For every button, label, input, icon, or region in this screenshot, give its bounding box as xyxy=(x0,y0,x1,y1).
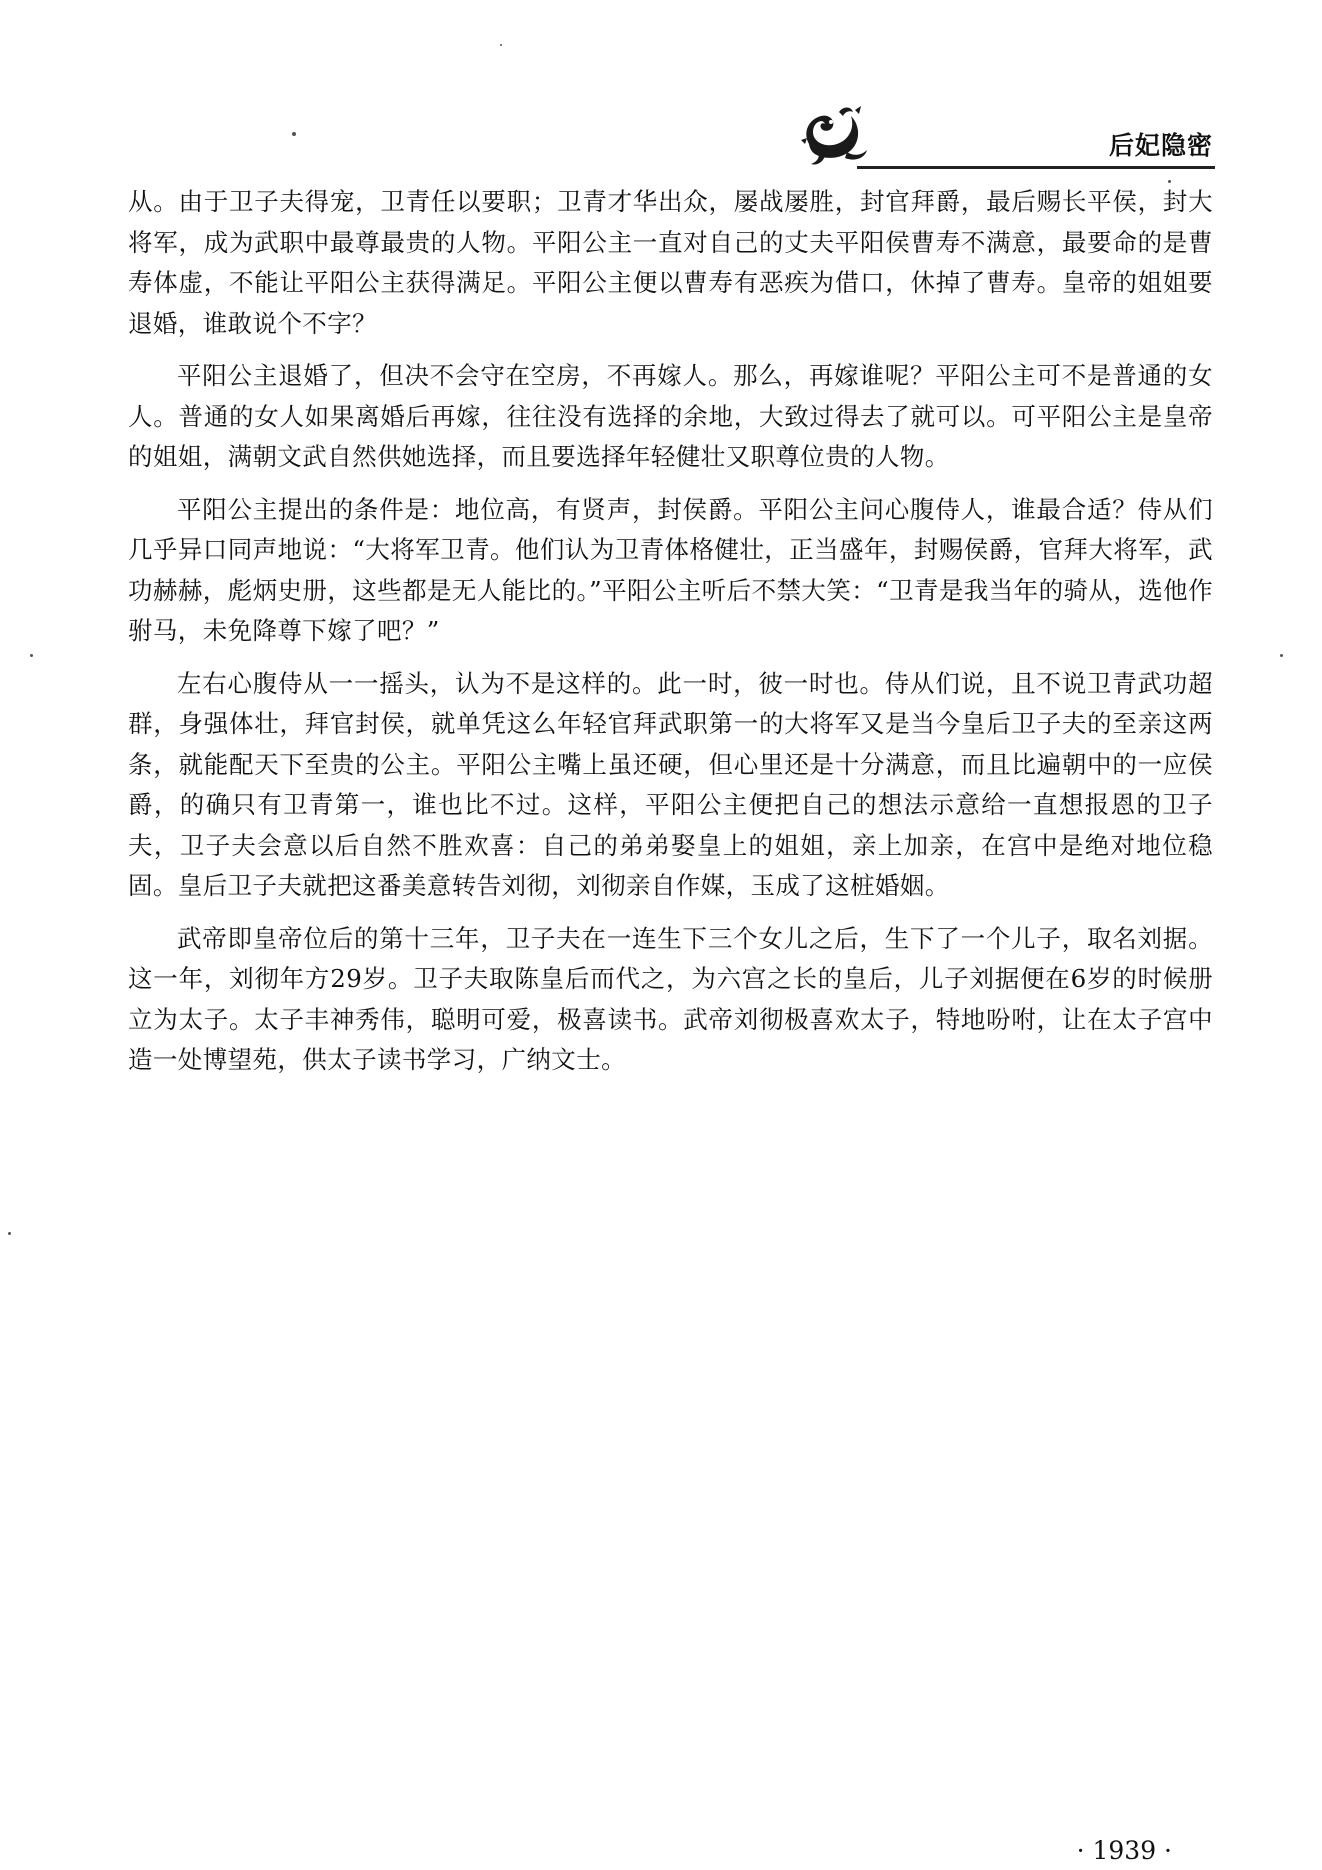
scan-speck xyxy=(30,654,33,657)
paragraph: 武帝即皇帝位后的第十三年，卫子夫在一连生下三个女儿之后，生下了一个儿子，取名刘据。这一年，刘彻年方29岁。卫子夫取陈皇后而代之，为六宫之长的皇后，儿子刘据便在6岁的时候册立为太子。太子丰神秀伟，聪明可爱，极喜读书。武帝刘彻极喜欢太子，特地吩咐，让在太子宫中造一处博望苑，供太子读书学习，广纳文士。 xyxy=(128,923,1213,1074)
paragraph: 左右心腹侍从一一摇头，认为不是这样的。此一时，彼一时也。侍从们说，且不说卫青武功超群，身强体壮，拜官封侯，就单凭这么年轻官拜武职第一的大将军又是当今皇后卫子夫的至亲这两条，就能配天下至贵的公主。平阳公主嘴上虽还硬，但心里还是十分满意，而且比遍朝中的一应侯爵，的确只有卫青第一，谁也比不过。这样，平阳公主便把自己的想法示意给一直想报恩的卫子夫，卫子夫会意以后自然不胜欢喜：自己的弟弟娶皇上的姐姐，亲上加亲，在宫中是绝对地位稳固。皇后卫子夫就把这番美意转告刘彻，刘彻亲自作媒，玉成了这桩婚姻。 xyxy=(128,668,1213,900)
body-text xyxy=(128,182,1213,1093)
page-header xyxy=(795,104,1215,172)
paragraph: 平阳公主提出的条件是：地位高，有贤声，封侯爵。平阳公主问心腹侍人，谁最合适？侍从们几乎异口同声地说：“大将军卫青。他们认为卫青体格健壮，正当盛年，封赐侯爵，官拜大将军，武功赫赫，彪炳史册，这些都是无人能比的。”平阳公主听后不禁大笑：“卫青是我当年的骑从，选他作驸马，未免降尊下嫁了吧？” xyxy=(128,494,1213,645)
running-title: 后妃隐密 xyxy=(1108,131,1213,160)
scan-speck xyxy=(292,132,296,136)
scan-speck xyxy=(1168,180,1171,183)
header-rule xyxy=(857,166,1215,169)
dragon-icon xyxy=(795,104,873,170)
page-number: · 1939 · xyxy=(1076,1836,1172,1865)
paragraph: 平阳公主退婚了，但决不会守在空房，不再嫁人。那么，再嫁谁呢？平阳公主可不是普通的女人。普通的女人如果离婚后再嫁，往往没有选择的余地，大致过得去了就可以。可平阳公主是皇帝的姐姐，满朝文武自然供她选择，而且要选择年轻健壮又职尊位贵的人物。 xyxy=(128,361,1213,471)
scan-speck xyxy=(500,44,502,46)
scan-speck xyxy=(1280,654,1283,657)
paragraph: 从。由于卫子夫得宠，卫青任以要职；卫青才华出众，屡战屡胜，封官拜爵，最后赐长平侯，封大将军，成为武职中最尊最贵的人物。平阳公主一直对自己的丈夫平阳侯曹寿不满意，最要命的是曹寿体虚，不能让平阳公主获得满足。平阳公主便以曹寿有恶疾为借口，休掉了曹寿。皇帝的姐姐要退婚，谁敢说个不字？ xyxy=(128,187,1213,338)
scan-speck xyxy=(8,1232,11,1235)
